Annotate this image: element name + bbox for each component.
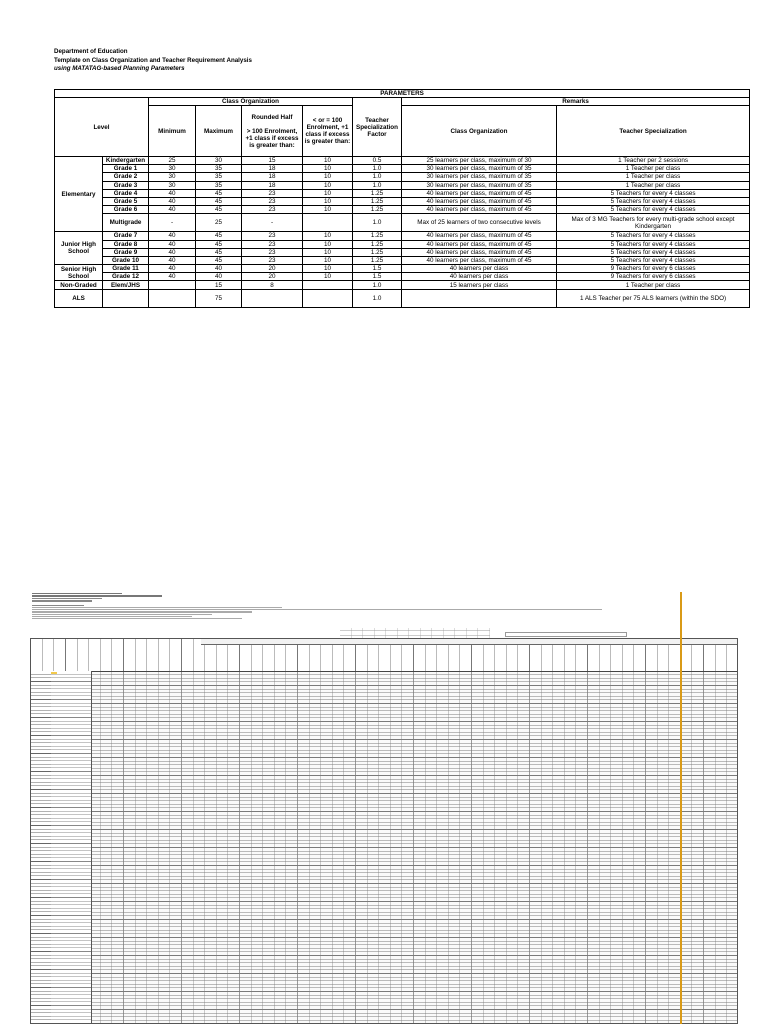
grade-cell: Grade 6	[103, 206, 149, 214]
remarks-class-org-cell: 30 learners per class, maximum of 35	[402, 173, 557, 181]
header-row-2	[55, 98, 750, 106]
sheet-parameter-block	[340, 628, 490, 638]
min-cell: -	[149, 214, 196, 232]
le100-cell: 10	[303, 157, 353, 165]
min-cell: 40	[149, 206, 196, 214]
max-cell: 45	[196, 240, 242, 248]
grade-cell: Elem/JHS	[103, 281, 149, 289]
le100-cell: 10	[303, 181, 353, 189]
min-cell: 30	[149, 165, 196, 173]
remarks-teacher-spec-cell: 5 Teachers for every 4 classes	[557, 206, 750, 214]
min-cell: 40	[149, 256, 196, 264]
sheet-grid	[30, 638, 738, 1024]
le100-cell: 10	[303, 256, 353, 264]
remarks-teacher-spec-cell: 5 Teachers for every 4 classes	[557, 240, 750, 248]
grade-cell: Grade 10	[103, 256, 149, 264]
le100-cell: 10	[303, 273, 353, 281]
grade-cell: Multigrade	[103, 214, 149, 232]
max-cell: 45	[196, 189, 242, 197]
rounded-half-cell: 23	[242, 206, 303, 214]
table-row	[55, 273, 750, 281]
remarks-teacher-spec-cell: 5 Teachers for every 4 classes	[557, 256, 750, 264]
sheet-group-headers	[201, 639, 737, 645]
org-name: Department of Education	[54, 48, 128, 55]
sheet-highlighted-cell	[51, 672, 57, 674]
rounded-half-title: Rounded Half	[251, 113, 293, 121]
remarks-teacher-spec-cell: 5 Teachers for every 4 classes	[557, 197, 750, 205]
min-cell: 40	[149, 265, 196, 273]
grade-cell: Kindergarten	[103, 157, 149, 165]
max-cell: 40	[196, 273, 242, 281]
tsf-cell: 1.0	[353, 165, 402, 173]
table-row	[55, 214, 750, 232]
remarks-class-org-cell	[402, 289, 557, 307]
rounded-half-cell: 23	[242, 256, 303, 264]
le100-cell: 10	[303, 232, 353, 240]
max-cell: 40	[196, 265, 242, 273]
remarks-teacher-spec-cell: 5 Teachers for every 4 classes	[557, 248, 750, 256]
document-subtitle: using MATATAG-based Planning Parameters	[54, 65, 185, 73]
le100-cell	[303, 289, 353, 307]
min-cell	[149, 289, 196, 307]
tsf-cell: 1.0	[353, 173, 402, 181]
rounded-half-cell: 23	[242, 248, 303, 256]
max-cell: 35	[196, 173, 242, 181]
remarks-class-org-cell: 40 learners per class, maximum of 45	[402, 232, 557, 240]
table-row	[55, 189, 750, 197]
le100-cell: 10	[303, 248, 353, 256]
sheet-summary-bar	[505, 632, 627, 637]
le100-cell	[303, 281, 353, 289]
grade-cell: Grade 2	[103, 173, 149, 181]
rounded-half-cell: 8	[242, 281, 303, 289]
grade-cell	[103, 289, 149, 307]
grade-cell: Grade 1	[103, 165, 149, 173]
le100-cell: 10	[303, 206, 353, 214]
document-header	[54, 48, 252, 74]
tsf-cell: 0.5	[353, 157, 402, 165]
level-als: ALS	[55, 289, 103, 307]
tsf-cell: 1.25	[353, 232, 402, 240]
table-row	[55, 256, 750, 264]
maximum-header: Maximum	[196, 106, 242, 157]
min-cell: 40	[149, 273, 196, 281]
min-cell: 25	[149, 157, 196, 165]
remarks-class-org-cell: 40 learners per class, maximum of 45	[402, 240, 557, 248]
remarks-teacher-spec-cell: 9 Teachers for every 6 classes	[557, 265, 750, 273]
remarks-teacher-spec-cell: 1 Teacher per class	[557, 281, 750, 289]
parameters-table	[54, 89, 750, 308]
remarks-class-org-cell: 40 learners per class	[402, 265, 557, 273]
rounded-half-cell: 23	[242, 189, 303, 197]
min-cell: 40	[149, 189, 196, 197]
tsf-cell: 1.25	[353, 248, 402, 256]
remarks-class-org-cell: 40 learners per class, maximum of 45	[402, 197, 557, 205]
rounded-half-cell: 20	[242, 265, 303, 273]
rounded-half-cell: 23	[242, 240, 303, 248]
tsf-header: Teacher Specialization Factor	[353, 98, 402, 157]
table-row	[55, 281, 750, 289]
class-organization-header: Class Organization	[149, 98, 353, 106]
table-row	[55, 240, 750, 248]
sheet-header-lines	[32, 592, 602, 620]
min-cell: 40	[149, 197, 196, 205]
sheet-school-name-column	[51, 671, 92, 1023]
table-row	[55, 181, 750, 189]
grade-cell: Grade 5	[103, 197, 149, 205]
max-cell: 45	[196, 206, 242, 214]
max-cell: 35	[196, 181, 242, 189]
level-header: Level	[55, 98, 149, 157]
remarks-class-org-cell: 30 learners per class, maximum of 35	[402, 181, 557, 189]
tsf-cell: 1.25	[353, 206, 402, 214]
le100-cell: 10	[303, 165, 353, 173]
level-elementary: Elementary	[55, 157, 103, 232]
max-cell: 35	[196, 165, 242, 173]
table-row	[55, 165, 750, 173]
tsf-cell: 1.0	[353, 289, 402, 307]
remarks-class-org-cell: 40 learners per class, maximum of 45	[402, 248, 557, 256]
min-cell: 40	[149, 248, 196, 256]
min-cell	[149, 281, 196, 289]
table-row	[55, 248, 750, 256]
remarks-class-org-cell: 15 learners per class	[402, 281, 557, 289]
min-cell: 30	[149, 181, 196, 189]
le100-cell: 10	[303, 173, 353, 181]
grade-cell: Grade 8	[103, 240, 149, 248]
max-cell: 75	[196, 289, 242, 307]
remarks-class-org-header: Class Organization	[402, 106, 557, 157]
remarks-teacher-spec-cell: 5 Teachers for every 4 classes	[557, 232, 750, 240]
table-row	[55, 197, 750, 205]
tsf-cell: 1.0	[353, 181, 402, 189]
grade-cell: Grade 4	[103, 189, 149, 197]
min-cell: 30	[149, 173, 196, 181]
max-cell: 15	[196, 281, 242, 289]
rounded-half-cell: -	[242, 214, 303, 232]
remarks-class-org-cell: 40 learners per class, maximum of 45	[402, 206, 557, 214]
rounded-half-desc: > 100 Enrolment, +1 class if excess is greater than:	[245, 127, 299, 149]
rounded-half-cell: 23	[242, 197, 303, 205]
le100-cell: 10	[303, 189, 353, 197]
max-cell: 30	[196, 157, 242, 165]
remarks-class-org-cell: 40 learners per class	[402, 273, 557, 281]
table-row	[55, 265, 750, 273]
remarks-teacher-spec-cell: 1 Teacher per 2 sessions	[557, 157, 750, 165]
remarks-teacher-spec-cell: 1 Teacher per class	[557, 173, 750, 181]
remarks-class-org-cell: 40 learners per class, maximum of 45	[402, 256, 557, 264]
grade-cell: Grade 3	[103, 181, 149, 189]
document-title: Template on Class Organization and Teacher Requirement Analysis	[54, 56, 252, 64]
remarks-teacher-spec-cell: Max of 3 MG Teachers for every multi-grade school except Kindergarten	[557, 214, 750, 232]
max-cell: 45	[196, 232, 242, 240]
remarks-class-org-cell: Max of 25 learners of two consecutive levels	[402, 214, 557, 232]
max-cell: 45	[196, 248, 242, 256]
table-row	[55, 206, 750, 214]
max-cell: 25	[196, 214, 242, 232]
min-cell: 40	[149, 240, 196, 248]
rounded-half-cell: 18	[242, 173, 303, 181]
le100-header: < or = 100 Enrolment, +1 class if excess is greater than:	[303, 106, 353, 157]
remarks-teacher-spec-cell: 5 Teachers for every 4 classes	[557, 189, 750, 197]
header-row-3	[55, 106, 750, 157]
table-row	[55, 289, 750, 307]
remarks-teacher-spec-cell: 1 ALS Teacher per 75 ALS learners (within the SDO)	[557, 289, 750, 307]
rounded-half-cell: 15	[242, 157, 303, 165]
remarks-class-org-cell: 30 learners per class, maximum of 35	[402, 165, 557, 173]
le100-cell: 10	[303, 265, 353, 273]
remarks-class-org-cell: 25 learners per class, maximum of 30	[402, 157, 557, 165]
tsf-cell: 1.0	[353, 281, 402, 289]
level-shs: Senior High School	[55, 265, 103, 281]
grade-cell: Grade 7	[103, 232, 149, 240]
remarks-header: Remarks	[402, 98, 750, 106]
grade-cell: Grade 9	[103, 248, 149, 256]
level-nongraded: Non-Graded	[55, 281, 103, 289]
grade-cell: Grade 11	[103, 265, 149, 273]
level-jhs: Junior High School	[55, 232, 103, 265]
minimum-header: Minimum	[149, 106, 196, 157]
sheet-column-headers	[31, 639, 737, 672]
le100-cell: 10	[303, 240, 353, 248]
le100-cell: 10	[303, 197, 353, 205]
tsf-cell: 1.25	[353, 256, 402, 264]
tsf-cell: 1.0	[353, 214, 402, 232]
le100-cell	[303, 214, 353, 232]
parameters-header: PARAMETERS	[55, 90, 750, 98]
remarks-teacher-spec-header: Teacher Specialization	[557, 106, 750, 157]
rounded-half-cell	[242, 289, 303, 307]
sheet-boundary-line	[680, 592, 682, 1024]
tsf-cell: 1.25	[353, 197, 402, 205]
max-cell: 45	[196, 197, 242, 205]
min-cell: 40	[149, 232, 196, 240]
table-row	[55, 157, 750, 165]
rounded-half-cell: 20	[242, 273, 303, 281]
tsf-cell: 1.25	[353, 189, 402, 197]
remarks-teacher-spec-cell: 1 Teacher per class	[557, 181, 750, 189]
sheet-row-numbers	[31, 671, 52, 1023]
remarks-teacher-spec-cell: 9 Teachers for every 6 classes	[557, 273, 750, 281]
rounded-half-cell: 18	[242, 181, 303, 189]
table-row	[55, 232, 750, 240]
rounded-half-header	[242, 106, 303, 157]
remarks-class-org-cell: 40 learners per class, maximum of 45	[402, 189, 557, 197]
remarks-teacher-spec-cell: 1 Teacher per class	[557, 165, 750, 173]
tsf-cell: 1.5	[353, 265, 402, 273]
grade-cell: Grade 12	[103, 273, 149, 281]
header-row-1	[55, 90, 750, 98]
max-cell: 45	[196, 256, 242, 264]
rounded-half-cell: 18	[242, 165, 303, 173]
tsf-cell: 1.5	[353, 273, 402, 281]
table-row	[55, 173, 750, 181]
tsf-cell: 1.25	[353, 240, 402, 248]
rounded-half-cell: 23	[242, 232, 303, 240]
analysis-sheet-thumbnail	[30, 590, 738, 1024]
